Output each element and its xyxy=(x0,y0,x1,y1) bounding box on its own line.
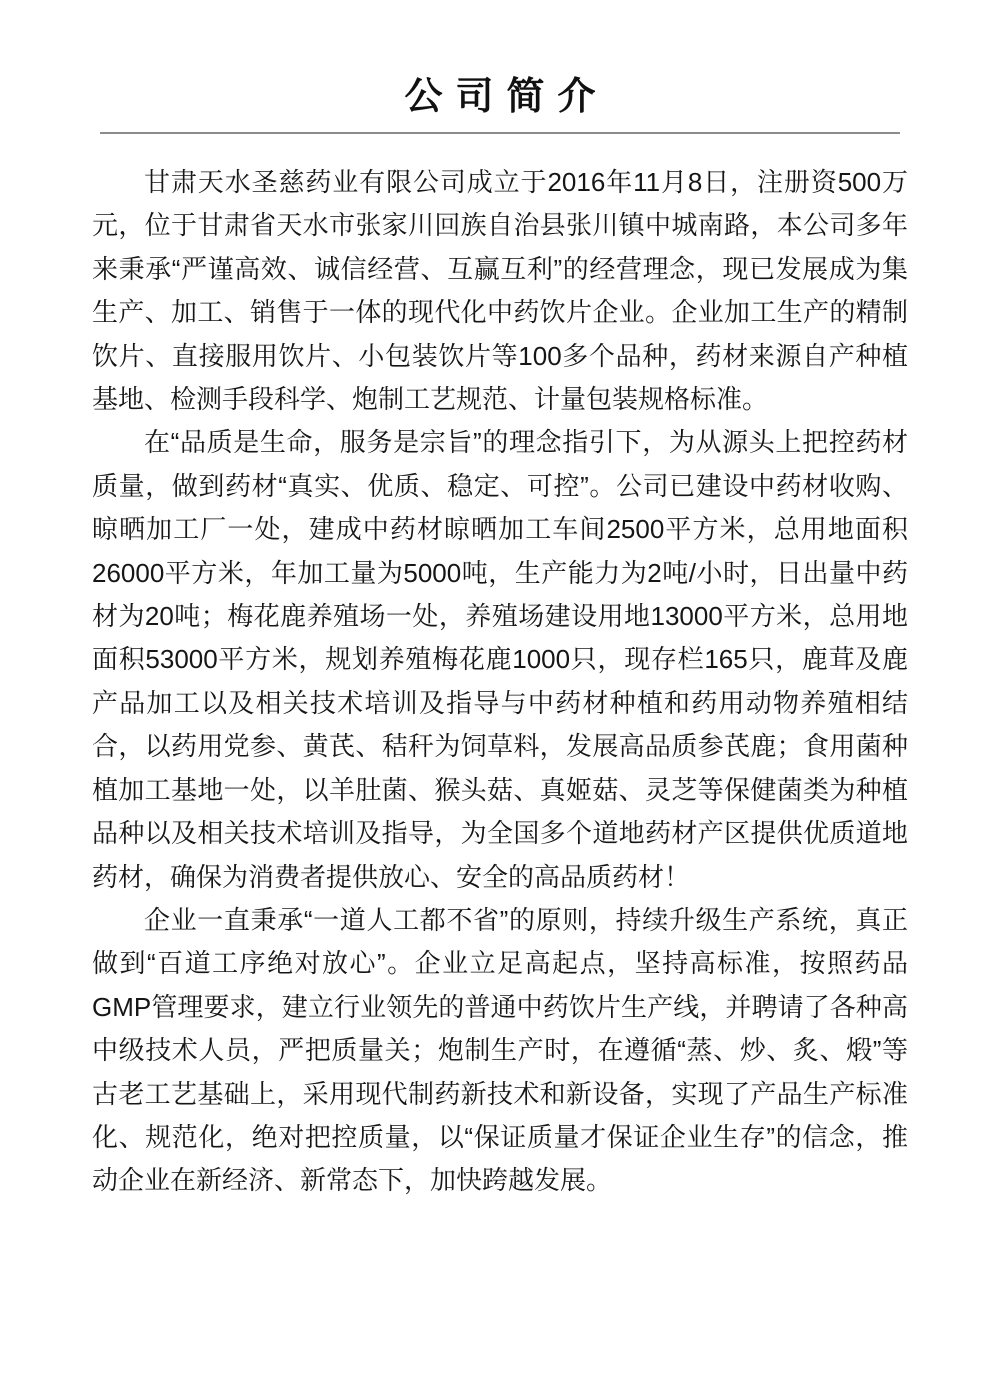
paragraph-company-overview: 甘肃天水圣慈药业有限公司成立于2016年11月8日，注册资500万元，位于甘肃省天水市张家川回族自治县张川镇中城南路，本公司多年来秉承“严谨高效、诚信经营、互赢互利”的经营理念，现已发展成为集生产、加工、销售于一体的现代化中药饮片企业。企业加工生产的精制饮片、直接服用饮片、小包装饮片等100多个品种，药材来源自产种植基地、检测手段科学、炮制工艺规范、计量包装规格标准。 xyxy=(92,167,908,415)
paragraph-production-philosophy: 企业一直秉承“一道人工都不省”的原则，持续升级生产系统，真正做到“百道工序绝对放心”。企业立足高起点，坚持高标准，按照药品GMP管理要求，建立行业领先的普通中药饮片生产线，并聘请了各种高中级技术人员，严把质量关；炮制生产时，在遵循“蒸、炒、炙、煅”等古老工艺基础上，采用现代制药新技术和新设备，实现了产品生产标准化、规范化，绝对把控质量，以“保证质量才保证企业生存”的信念，推动企业在新经济、新常态下，加快跨越发展。 xyxy=(92,904,908,1196)
title-divider xyxy=(100,132,900,134)
page-title: 公司简介 xyxy=(404,76,609,118)
body-content xyxy=(92,161,908,1203)
paragraph-quality-and-facilities: 在“品质是生命，服务是宗旨”的理念指引下，为从源头上把控药材质量，做到药材“真实、优质、稳定、可控”。公司已建设中药材收购、晾晒加工厂一处，建成中药材晾晒加工车间2500平方米，总用地面积26000平方米，年加工量为5000吨，生产能力为2吨/小时，日出量中药材为20吨；梅花鹿养殖场一处，养殖场建设用地13000平方米，总用地面积53000平方米，规划养殖梅花鹿1000只，现存栏165只，鹿茸及鹿产品加工以及相关技术培训及指导与中药材种植和药用动物养殖相结合，以药用党参、黄芪、秸秆为饲草料，发展高品质参芪鹿；食用菌种植加工基地一处，以羊肚菌、猴头菇、真姬菇、灵芝等保健菌类为种植品种以及相关技术培训及指导，为全国多个道地药材产区提供优质道地药材，确保为消费者提供放心、安全的高品质药材！ xyxy=(92,427,908,892)
